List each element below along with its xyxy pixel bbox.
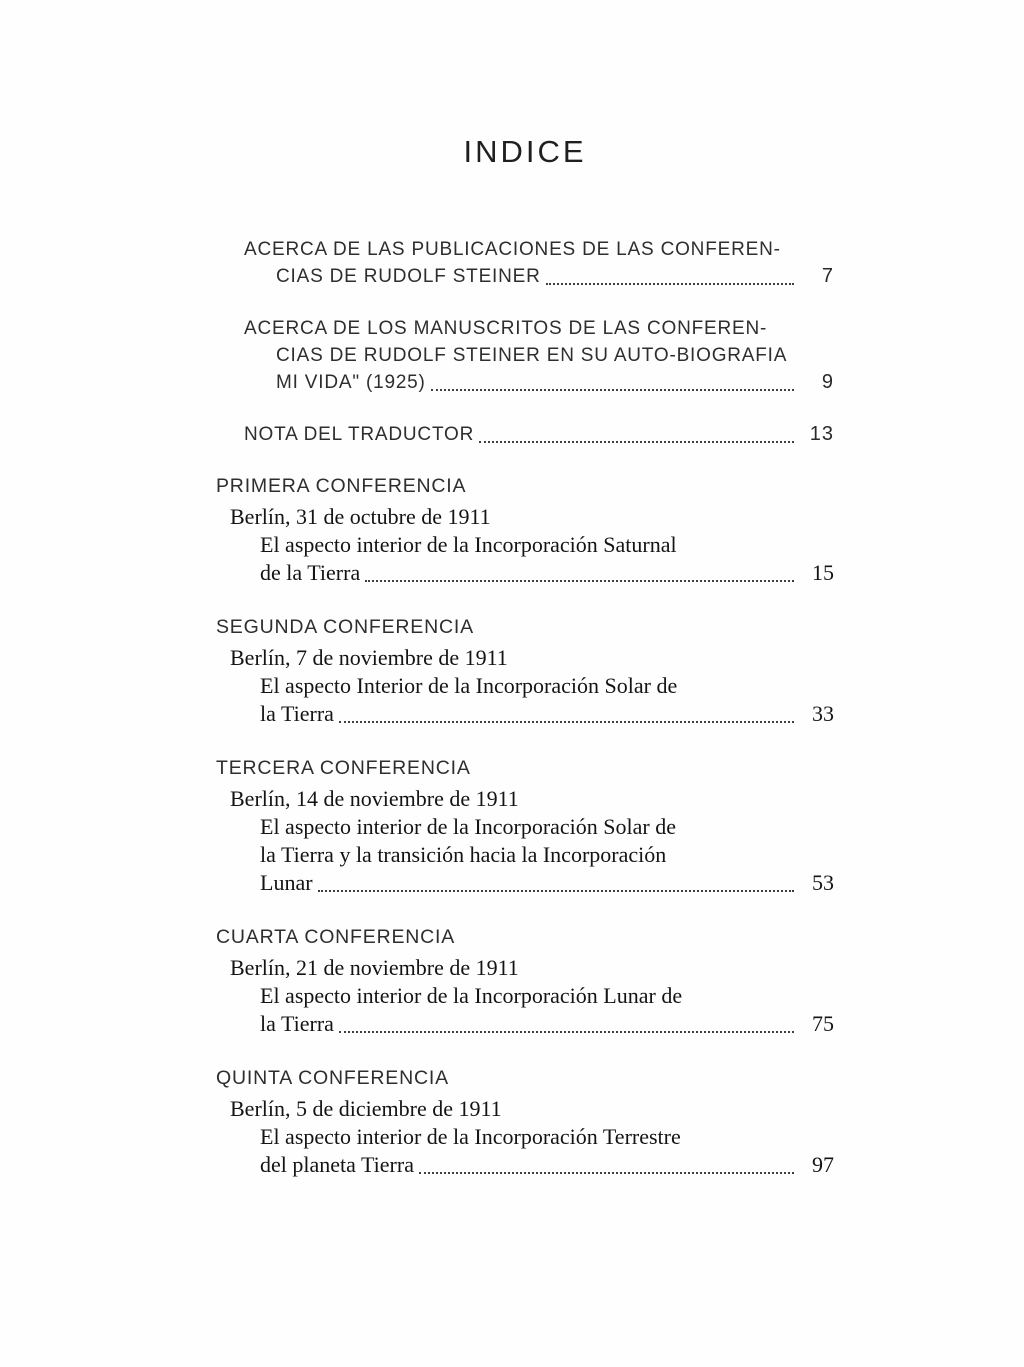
conference-title-text: la Tierra [260, 701, 334, 726]
conference-title-text: del planeta Tierra [260, 1152, 414, 1177]
dot-leader [546, 283, 794, 285]
toc-conference-entry [216, 473, 834, 587]
conference-heading: QUINTA CONFERENCIA [216, 1067, 449, 1089]
conference-title-last-line [216, 1151, 834, 1179]
conference-title-last-line [216, 700, 834, 728]
conference-title-text: de la Tierra [260, 560, 361, 585]
toc-conference-entry [216, 924, 834, 1038]
conference-date: Berlín, 14 de noviembre de 1911 [230, 786, 519, 811]
entry-line-text: CIAS DE RUDOLF STEINER [276, 266, 541, 287]
entry-line: ACERCA DE LAS PUBLICACIONES DE LAS CONFEREN- [244, 239, 781, 260]
toc-conference-entry [216, 614, 834, 728]
dot-leader [318, 890, 794, 892]
conference-title-line: El aspecto interior de la Incorporación Lunar de [260, 983, 683, 1008]
page-title: INDICE [463, 134, 587, 169]
toc-front-matter-entry [216, 315, 834, 396]
toc-conference-entry [216, 1065, 834, 1179]
toc-front-matter-entry [216, 236, 834, 290]
toc-content [216, 134, 834, 1206]
dot-leader [339, 1031, 794, 1033]
conference-date: Berlín, 5 de diciembre de 1911 [230, 1096, 502, 1121]
dot-leader [365, 580, 794, 582]
conference-title-text: la Tierra [260, 1011, 334, 1036]
page-number: 7 [821, 265, 834, 287]
conference-title-line: El aspecto Interior de la Incorporación Solar de [260, 673, 678, 698]
conference-title-line: El aspecto interior de la Incorporación Terrestre [260, 1124, 681, 1149]
conference-title-last-line [216, 869, 834, 897]
page-number: 15 [812, 560, 834, 585]
page-number: 33 [812, 701, 834, 726]
entry-last-line [216, 421, 834, 448]
page-number: 75 [812, 1011, 834, 1036]
dot-leader [431, 389, 794, 391]
entry-last-line [216, 369, 834, 396]
entry-line: CIAS DE RUDOLF STEINER EN SU AUTO-BIOGRAFIA [276, 345, 788, 366]
conference-date: Berlín, 31 de octubre de 1911 [230, 504, 491, 529]
conference-heading: CUARTA CONFERENCIA [216, 926, 456, 948]
entry-last-line [216, 263, 834, 290]
entry-line-text: MI VIDA" (1925) [276, 372, 426, 393]
conference-heading: SEGUNDA CONFERENCIA [216, 616, 474, 638]
dot-leader [479, 441, 794, 443]
page-number: 13 [809, 423, 834, 445]
dot-leader [419, 1172, 794, 1174]
toc-conference-entry [216, 755, 834, 897]
conference-date: Berlín, 21 de noviembre de 1911 [230, 955, 519, 980]
conference-title-text: Lunar [260, 870, 313, 895]
page-number: 53 [812, 870, 834, 895]
conference-title-line: El aspecto interior de la Incorporación Solar de [260, 814, 677, 839]
entry-line-text: NOTA DEL TRADUCTOR [244, 424, 475, 445]
dot-leader [339, 721, 794, 723]
page-number: 97 [812, 1152, 834, 1177]
entry-line: ACERCA DE LOS MANUSCRITOS DE LAS CONFEREN- [244, 318, 768, 339]
page-number: 9 [821, 371, 834, 393]
conference-title-line: la Tierra y la transición hacia la Incorporación [260, 842, 667, 867]
conference-title-last-line [216, 559, 834, 587]
toc-front-matter-entry [216, 421, 834, 448]
conference-heading: PRIMERA CONFERENCIA [216, 475, 467, 497]
conference-title-line: El aspecto interior de la Incorporación Saturnal [260, 532, 677, 557]
conference-date: Berlín, 7 de noviembre de 1911 [230, 645, 508, 670]
conference-heading: TERCERA CONFERENCIA [216, 757, 471, 779]
conference-title-last-line [216, 1010, 834, 1038]
